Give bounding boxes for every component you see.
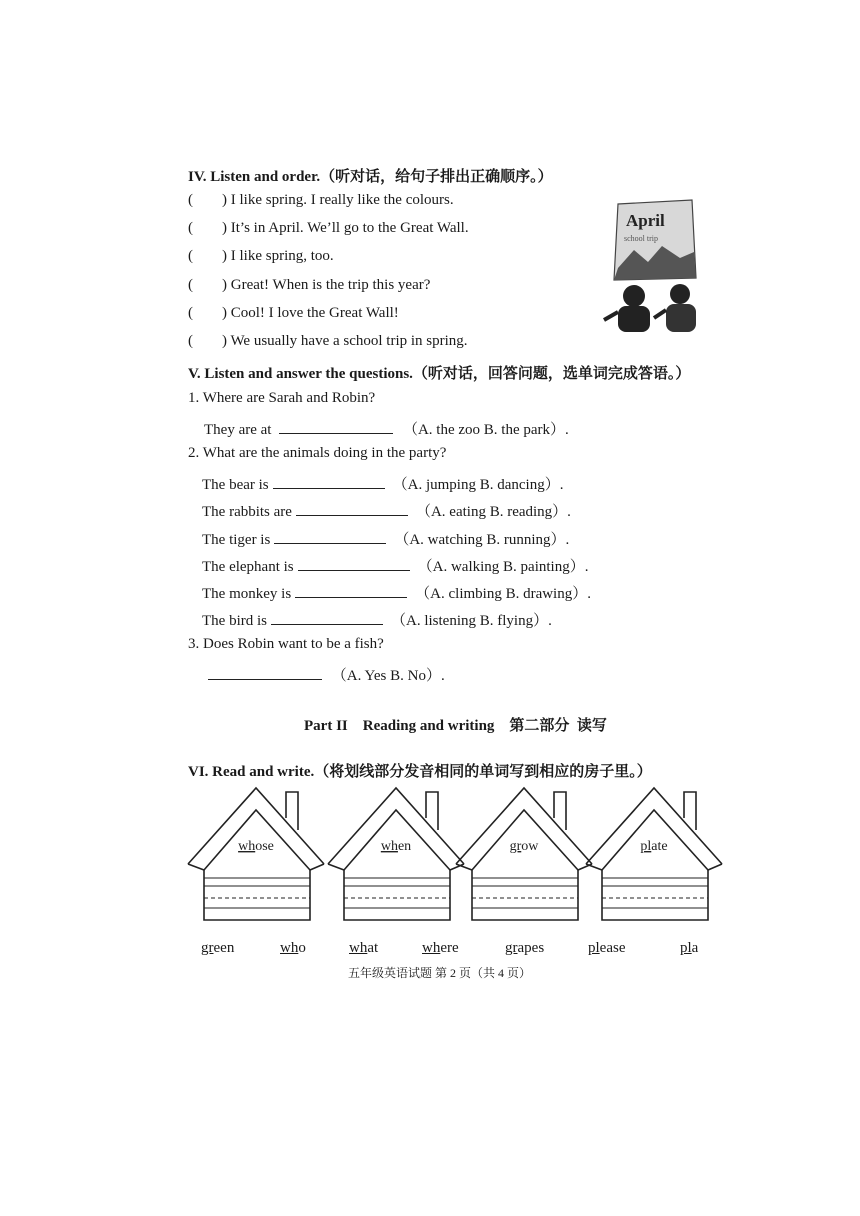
april-poster-illustration — [596, 198, 716, 338]
q2-options: （A. eating B. reading）. — [415, 504, 571, 520]
section-4-title: IV. Listen and order.（听对话，给句子排出正确顺序。） — [188, 169, 553, 185]
order-blank-1[interactable]: ( — [188, 192, 193, 208]
house-word: when — [380, 839, 412, 854]
order-item-1: ) I like spring. I really like the colours. — [222, 192, 454, 208]
q2-prefix: The rabbits are — [202, 504, 292, 520]
house-4 — [584, 784, 730, 924]
q2-options: （A. listening B. flying）. — [391, 613, 552, 629]
order-blank-3[interactable]: ( — [188, 248, 193, 264]
order-item-5: ) Cool! I love the Great Wall! — [222, 305, 399, 321]
word-bank-item: green — [201, 940, 235, 956]
order-blank-5[interactable]: ( — [188, 305, 193, 321]
q2-answer-blank[interactable] — [274, 529, 386, 544]
q2-question: 2. What are the animals doing in the party? — [188, 445, 447, 461]
q2-row — [202, 609, 552, 630]
word-bank-item: please — [588, 940, 626, 956]
q2-options: （A. jumping B. dancing）. — [392, 477, 564, 493]
q2-answer-blank[interactable] — [295, 583, 407, 598]
q1-prefix: They are at — [204, 422, 272, 438]
order-item-6: ) We usually have a school trip in spring. — [222, 333, 468, 349]
q2-answer-blank[interactable] — [273, 474, 385, 489]
order-item-4: ) Great! When is the trip this year? — [222, 277, 431, 293]
poster-icon — [614, 200, 696, 280]
q2-prefix: The elephant is — [202, 559, 294, 575]
poster-subtitle: school trip — [624, 234, 658, 243]
order-item-3: ) I like spring, too. — [222, 248, 334, 264]
q2-options: （A. climbing B. drawing）. — [415, 586, 591, 602]
word-bank-item: who — [280, 940, 306, 956]
order-blank-6[interactable]: ( — [188, 333, 193, 349]
page-footer: 五年级英语试题 第 2 页（共 4 页） — [348, 966, 532, 980]
house-3 — [454, 784, 600, 924]
q2-prefix: The bear is — [202, 477, 269, 493]
q2-row — [202, 555, 588, 576]
house-2 — [326, 784, 472, 924]
q2-row — [202, 528, 569, 549]
q1-answer-blank[interactable] — [279, 419, 393, 434]
word-bank-item: grapes — [505, 940, 545, 956]
house-word: plate — [640, 839, 668, 854]
word-bank-item: where — [422, 940, 459, 956]
q3-answer-row — [208, 664, 445, 685]
word-bank-item: pla — [680, 940, 699, 956]
section-5-title: V. Listen and answer the questions.（听对话，回答问题，选单词完成答语。） — [188, 366, 691, 382]
q3-answer-blank[interactable] — [208, 665, 322, 680]
q2-options: （A. walking B. painting）. — [417, 559, 589, 575]
q3-options: （A. Yes B. No）. — [331, 668, 445, 684]
q2-answer-blank[interactable] — [271, 610, 383, 625]
q1-options: （A. the zoo B. the park）. — [402, 422, 569, 438]
q1-question: 1. Where are Sarah and Robin? — [188, 390, 376, 406]
order-blank-4[interactable]: ( — [188, 277, 193, 293]
section-6-title: VI. Read and write.（将划线部分发音相同的单词写到相应的房子里。） — [188, 764, 652, 780]
q2-row — [202, 473, 563, 494]
house-1 — [186, 784, 332, 924]
order-blank-2[interactable]: ( — [188, 220, 193, 236]
q2-answer-blank[interactable] — [298, 556, 410, 571]
house-word: grow — [509, 839, 539, 854]
poster-title: April — [626, 211, 665, 230]
q2-prefix: The monkey is — [202, 586, 292, 602]
q2-prefix: The tiger is — [202, 532, 271, 548]
q3-question: 3. Does Robin want to be a fish? — [188, 636, 384, 652]
word-bank-item: what — [349, 940, 379, 956]
q2-row — [202, 582, 591, 603]
house-word: whose — [238, 839, 274, 854]
q2-prefix: The bird is — [202, 613, 267, 629]
part-2-title: Part II Reading and writing 第二部分 读写 — [304, 718, 607, 734]
q1-answer-row — [204, 418, 569, 439]
q2-answer-blank[interactable] — [296, 501, 408, 516]
children-icon — [604, 284, 696, 332]
q2-row — [202, 500, 571, 521]
order-item-2: ) It’s in April. We’ll go to the Great Wall. — [222, 220, 469, 236]
q2-options: （A. watching B. running）. — [394, 532, 570, 548]
